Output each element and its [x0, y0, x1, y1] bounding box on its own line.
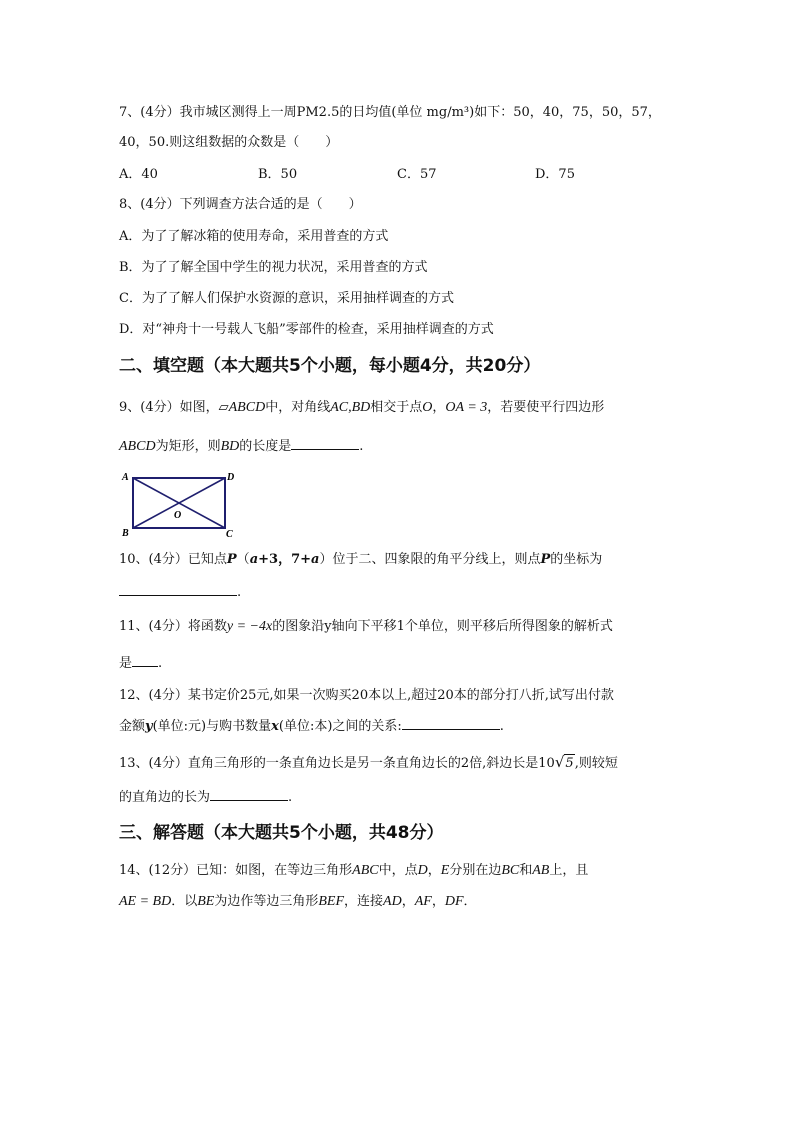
q14-ae-bd: AE = BD — [119, 894, 172, 909]
q14-text: 分别在边 — [449, 863, 502, 878]
q14-end: ． — [463, 894, 477, 909]
q14-line1 — [119, 862, 588, 880]
q14-abc: ABC — [352, 863, 379, 878]
q14-bef: BEF — [318, 894, 345, 909]
q14-be: BE — [197, 894, 215, 909]
q11-answer-blank[interactable] — [132, 654, 158, 667]
q14-text: ， — [401, 894, 415, 909]
vertex-label-a: A — [122, 472, 129, 483]
center-label-o: O — [174, 510, 182, 521]
q12-line1: 12、(4分）某书定价25元,如果一次购买20本以上,超过20本的部分打八折,试写出付款 — [119, 688, 614, 703]
q8-option-c: C．为了了解人们保护水资源的意识，采用抽样调查的方式 — [119, 291, 454, 306]
q7-option-d: D．75 — [535, 167, 575, 182]
q13-line2 — [119, 788, 292, 807]
q10-line1 — [119, 551, 602, 569]
parallelogram-symbol: ▱ — [218, 400, 229, 415]
q9-prefix: 9、(4分）如图， — [119, 400, 219, 415]
vertex-label-d: D — [227, 472, 235, 483]
q14-text: 和 — [519, 863, 533, 878]
q14-text: ， — [431, 894, 445, 909]
section-fill-in-title: 二、填空题（本大题共5个小题，每小题4分，共20分） — [119, 356, 541, 376]
q8-option-a: A．为了了解冰箱的使用寿命，采用普查的方式 — [119, 229, 389, 244]
q12-text: (单位:元)与购书数量 — [152, 719, 272, 734]
q10-text: 的坐标为 — [550, 552, 603, 567]
q14-text: ．以 — [171, 894, 198, 909]
q13-text: 的直角边的长为 — [119, 790, 211, 805]
q13-line1: 13、(4分）直角三角形的一条直角边长是另一条直角边长的2倍,斜边长是10√5,则较短 — [119, 753, 618, 771]
q12-text: (单位:本)之间的关系: — [278, 719, 402, 734]
q10-text: +3，7+ — [258, 552, 312, 567]
q9-abcd-2: ABCD — [119, 439, 156, 454]
q8-option-b: B．为了了解全国中学生的视力状况，采用普查的方式 — [119, 260, 428, 275]
q7-option-a: A．40 — [119, 167, 158, 182]
q11-function: y = −4x — [226, 619, 273, 634]
q12-text: 金额 — [119, 719, 146, 734]
q7-line2: 40，50.则这组数据的众数是（ ） — [119, 135, 339, 150]
q14-af: AF — [414, 894, 432, 909]
q14-ad: AD — [383, 894, 402, 909]
q9-text: ， — [432, 400, 446, 415]
q14-text: 为边作等边三角形 — [214, 894, 319, 909]
q10-prefix: 10、(4分）已知点 — [119, 552, 227, 567]
q8-option-d: D．对“神舟十一号载人飞船”零部件的检查，采用抽样调查的方式 — [119, 322, 494, 337]
q10-text: （ — [236, 552, 250, 567]
q14-d: D — [417, 863, 428, 878]
q12-var-x: x — [271, 719, 279, 734]
q9-end: . — [359, 439, 364, 454]
q14-ab: AB — [532, 863, 550, 878]
q9-diagonals: AC,BD — [330, 400, 371, 415]
q9-oa: OA = 3 — [445, 400, 488, 415]
q12-end: . — [499, 719, 504, 734]
q14-text: ，连接 — [344, 894, 384, 909]
q12-answer-blank[interactable] — [402, 717, 500, 730]
q13-end: . — [288, 790, 293, 805]
q12-var-y: y — [145, 719, 153, 734]
q10-text: ） — [319, 552, 333, 567]
q12-line2 — [119, 717, 504, 736]
q9-text: 相交于点 — [370, 400, 423, 415]
q14-text: 上，且 — [549, 863, 589, 878]
q11-text: 是 — [119, 656, 133, 671]
q9-line1 — [119, 399, 604, 417]
q13-text: 13、(4分）直角三角形的一条直角边长是另一条直角边长的2倍,斜边长是10 — [119, 756, 555, 771]
q14-line2 — [119, 893, 477, 911]
q11-line2 — [119, 654, 162, 673]
q14-text: 中，点 — [378, 863, 418, 878]
q10-text: 位于二、四象限的角平分线上，则点 — [332, 552, 541, 567]
q7-line1: 7、(4分）我市城区测得上一周PM2.5的日均值(单位 mg/m³)如下：50，40，75，50，57， — [119, 105, 661, 120]
q14-bc: BC — [501, 863, 520, 878]
q9-text: 的长度是 — [239, 439, 292, 454]
q14-df: DF — [444, 894, 464, 909]
q14-e: E — [440, 863, 450, 878]
q13-text: ,则较短 — [574, 756, 618, 771]
q11-end: . — [158, 656, 163, 671]
q14-text: ， — [427, 863, 441, 878]
vertex-label-c: C — [226, 529, 233, 540]
q9-point-o: O — [422, 400, 433, 415]
q10-point-p: P — [226, 552, 237, 567]
q9-text: 为矩形，则 — [155, 439, 221, 454]
q9-abcd: ABCD — [228, 400, 266, 415]
vertex-label-b: B — [122, 528, 129, 539]
q10-answer-blank[interactable] — [119, 583, 237, 596]
q9-text: ，若要使平行四边形 — [487, 400, 605, 415]
section-answer-title: 三、解答题（本大题共5个小题，共48分） — [119, 823, 444, 843]
q11-text: 的图象沿y轴向下平移1个单位，则平移后所得图象的解析式 — [272, 619, 613, 634]
q10-end: . — [237, 585, 242, 600]
q9-answer-blank[interactable] — [291, 437, 359, 450]
rectangle-figure — [120, 468, 240, 540]
q10-var-a: a — [249, 552, 259, 567]
q7-option-b: B．50 — [258, 167, 298, 182]
q9-line2 — [119, 437, 363, 456]
q13-sqrt-radicand: 5 — [565, 756, 574, 771]
q14-prefix: 14、(12分）已知：如图，在等边三角形 — [119, 863, 353, 878]
q10-line2 — [119, 583, 241, 602]
q8-stem: 8、(4分）下列调查方法合适的是（ ） — [119, 197, 362, 212]
q11-line1 — [119, 618, 613, 636]
q10-var-a2: a — [311, 552, 320, 567]
q9-bd: BD — [220, 439, 240, 454]
q9-text: 中，对角线 — [265, 400, 331, 415]
q10-point-p2: P — [540, 552, 551, 567]
q13-answer-blank[interactable] — [210, 788, 288, 801]
q11-prefix: 11、(4分）将函数 — [119, 619, 227, 634]
q7-option-c: C．57 — [397, 167, 437, 182]
